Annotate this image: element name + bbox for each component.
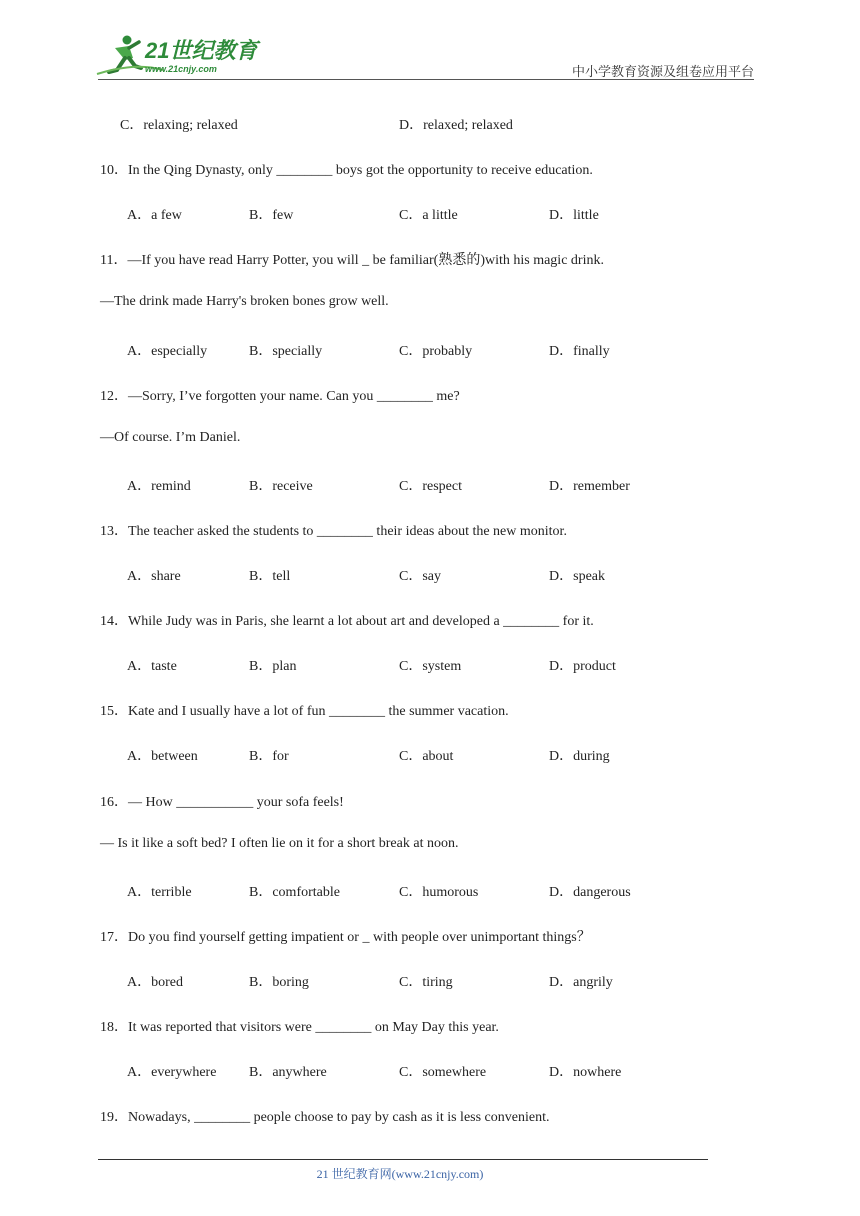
option-letter: C: [120, 118, 130, 133]
option-letter: B: [249, 1065, 259, 1081]
option-c[interactable]: [399, 340, 472, 360]
option-text: remember: [573, 478, 630, 494]
option-b[interactable]: [249, 881, 340, 901]
option-separator: ．: [137, 659, 152, 675]
question-text-line: 13．The teacher asked the students to ________ their ideas about the new monitor.: [100, 523, 567, 539]
option-text: relaxed; relaxed: [423, 118, 513, 133]
option-d[interactable]: [549, 881, 631, 901]
option-separator: ．: [559, 884, 574, 900]
option-text: specially: [272, 343, 323, 359]
question-text-line: 12．—Sorry, I’ve forgotten your name. Can you ________ me?: [100, 388, 460, 404]
option-letter: A: [127, 569, 138, 584]
question-text-line: —Of course. I’m Daniel.: [100, 429, 241, 445]
option-separator: ．: [408, 208, 423, 224]
option-separator: ．: [559, 974, 574, 990]
option-separator: ．: [559, 1065, 574, 1081]
option-a[interactable]: [127, 204, 182, 224]
option-text: a few: [151, 208, 182, 224]
option-letter: D: [549, 1065, 560, 1081]
option-letter: D: [549, 749, 560, 765]
option-letter: C: [399, 478, 409, 494]
21cnjy-logo: [95, 32, 265, 78]
option-letter: B: [249, 884, 259, 900]
option-letter: B: [249, 569, 259, 584]
option-separator: ．: [137, 569, 152, 584]
option-separator: ．: [258, 343, 273, 359]
question-text-line: 11．—If you have read Harry Potter, you will _ be familiar(熟悉的)with his magic drink.: [100, 253, 604, 269]
option-separator: ．: [559, 208, 574, 224]
option-text: respect: [422, 478, 462, 494]
option-c[interactable]: [399, 971, 453, 991]
option-text: dangerous: [573, 884, 631, 900]
option-separator: ．: [258, 749, 273, 765]
option-letter: B: [249, 974, 259, 990]
option-b[interactable]: [249, 1061, 327, 1081]
option-text: a little: [422, 208, 458, 224]
option-c[interactable]: [399, 881, 478, 901]
option-separator: ．: [408, 749, 423, 765]
option-text: everywhere: [151, 1065, 217, 1081]
option-letter: D: [549, 208, 560, 224]
option-text: angrily: [573, 974, 613, 990]
option-letter: B: [249, 478, 259, 494]
option-text: somewhere: [422, 1065, 487, 1081]
option-text: for: [272, 749, 289, 765]
option-text: humorous: [422, 884, 479, 900]
option-separator: ．: [408, 478, 423, 494]
option-c[interactable]: [399, 475, 462, 495]
option-b[interactable]: [249, 340, 322, 360]
option-text: system: [422, 659, 462, 675]
option-separator: ．: [137, 749, 152, 765]
option-text: especially: [151, 343, 208, 359]
option-text: during: [573, 749, 610, 765]
option-letter: A: [127, 343, 138, 359]
option-c[interactable]: [399, 1061, 486, 1081]
option-a[interactable]: [127, 475, 191, 495]
option-separator: ．: [408, 659, 423, 675]
option-letter: A: [127, 749, 138, 765]
option-separator: ．: [258, 478, 273, 494]
option-text: comfortable: [272, 884, 340, 900]
option-d[interactable]: [549, 745, 610, 765]
option-letter: D: [549, 659, 560, 675]
option-a[interactable]: [127, 745, 198, 765]
option-separator: ．: [559, 749, 574, 765]
option-text: finally: [573, 343, 610, 359]
option-d[interactable]: [549, 971, 613, 991]
question-text-line: 10．In the Qing Dynasty, only ________ boys got the opportunity to receive education.: [100, 163, 593, 179]
option-letter: D: [549, 569, 560, 584]
option-text: nowhere: [573, 1065, 622, 1081]
option-letter: B: [249, 659, 259, 675]
option-c[interactable]: [399, 655, 461, 675]
option-letter: A: [127, 659, 138, 675]
option-text: say: [422, 569, 442, 584]
option-b[interactable]: [249, 475, 313, 495]
option-separator: ．: [137, 974, 152, 990]
option-separator: ．: [258, 974, 273, 990]
option-separator: ．: [408, 884, 423, 900]
option-a[interactable]: [127, 340, 207, 360]
option-a[interactable]: [127, 565, 181, 585]
option-d[interactable]: [399, 114, 513, 134]
option-text: anywhere: [272, 1065, 327, 1081]
option-c[interactable]: [399, 745, 453, 765]
option-b[interactable]: [249, 745, 289, 765]
option-text: boring: [272, 974, 309, 990]
option-text: terrible: [151, 884, 192, 900]
option-letter: A: [127, 208, 138, 224]
option-letter: D: [549, 884, 560, 900]
option-text: probably: [422, 343, 473, 359]
footer-divider: [98, 1159, 708, 1160]
option-letter: D: [399, 118, 410, 133]
option-separator: ．: [408, 343, 423, 359]
platform-name: 中小学教育资源及组卷应用平台: [571, 64, 754, 79]
option-letter: C: [399, 884, 409, 900]
option-separator: ．: [137, 343, 152, 359]
option-b[interactable]: [249, 565, 290, 585]
option-text: remind: [151, 478, 191, 494]
option-c[interactable]: [399, 565, 441, 585]
option-separator: ．: [137, 884, 152, 900]
option-letter: C: [399, 749, 409, 765]
option-separator: ．: [137, 478, 152, 494]
svg-text:www.21cnjy.com: www.21cnjy.com: [145, 64, 217, 74]
option-text: few: [272, 208, 294, 224]
option-text: about: [422, 749, 454, 765]
option-letter: C: [399, 974, 409, 990]
option-c[interactable]: [399, 204, 458, 224]
option-text: tell: [272, 569, 291, 584]
option-text: bored: [151, 974, 184, 990]
option-separator: ．: [258, 208, 273, 224]
question-text-line: 16．— How ___________ your sofa feels!: [100, 794, 344, 810]
question-text-line: — Is it like a soft bed? I often lie on it for a short break at noon.: [100, 835, 459, 851]
option-text: taste: [151, 659, 177, 675]
option-separator: ．: [258, 659, 273, 675]
option-letter: D: [549, 478, 560, 494]
question-text-line: 15．Kate and I usually have a lot of fun ________ the summer vacation.: [100, 704, 509, 720]
option-letter: C: [399, 659, 409, 675]
question-text-line: 19．Nowadays, ________ people choose to pay by cash as it is less convenient.: [100, 1110, 550, 1126]
option-text: product: [573, 659, 616, 675]
option-separator: ．: [559, 478, 574, 494]
option-separator: ．: [408, 1065, 423, 1081]
option-d[interactable]: [549, 1061, 621, 1081]
option-letter: C: [399, 208, 409, 224]
option-a[interactable]: [127, 881, 192, 901]
option-separator: ．: [559, 343, 574, 359]
footer-text: 21 世纪教育网(www.21cnjy.com): [316, 1167, 484, 1181]
question-text-line: —The drink made Harry's broken bones grow well.: [100, 294, 389, 310]
option-separator: ．: [559, 659, 574, 675]
option-separator: ．: [409, 118, 424, 133]
option-text: receive: [272, 478, 313, 494]
option-text: between: [151, 749, 198, 765]
option-separator: ．: [137, 1065, 152, 1081]
page-header: [0, 0, 860, 80]
header-divider: [98, 79, 754, 80]
option-separator: ．: [258, 884, 273, 900]
option-separator: ．: [559, 569, 574, 584]
option-letter: C: [399, 1065, 409, 1081]
option-text: tiring: [422, 974, 453, 990]
option-d[interactable]: [549, 340, 610, 360]
option-c[interactable]: [120, 114, 238, 134]
option-letter: D: [549, 343, 560, 359]
option-text: speak: [573, 569, 606, 584]
question-text-line: 14．While Judy was in Paris, she learnt a lot about art and developed a ________ for it.: [100, 614, 594, 630]
option-b[interactable]: [249, 971, 309, 991]
option-text: share: [151, 569, 181, 584]
option-d[interactable]: [549, 204, 599, 224]
option-separator: ．: [408, 974, 423, 990]
option-separator: ．: [137, 208, 152, 224]
option-letter: C: [399, 569, 409, 584]
option-d[interactable]: [549, 565, 605, 585]
option-letter: A: [127, 478, 138, 494]
option-d[interactable]: [549, 475, 630, 495]
option-separator: ．: [258, 569, 273, 584]
option-letter: B: [249, 749, 259, 765]
option-letter: A: [127, 1065, 138, 1081]
option-separator: ．: [408, 569, 423, 584]
option-text: little: [573, 208, 599, 224]
option-separator: ．: [129, 118, 144, 133]
option-b[interactable]: [249, 655, 296, 675]
option-a[interactable]: [127, 971, 183, 991]
option-letter: A: [127, 884, 138, 900]
option-a[interactable]: [127, 655, 177, 675]
option-letter: B: [249, 343, 259, 359]
option-text: plan: [272, 659, 297, 675]
question-text-line: 18．It was reported that visitors were ________ on May Day this year.: [100, 1020, 499, 1035]
option-letter: B: [249, 208, 259, 224]
option-letter: A: [127, 974, 138, 990]
question-text-line: 17．Do you find yourself getting impatient or _ with people over unimportant things？: [100, 929, 591, 945]
option-d[interactable]: [549, 655, 616, 675]
option-separator: ．: [258, 1065, 273, 1081]
option-b[interactable]: [249, 204, 293, 224]
option-letter: D: [549, 974, 560, 990]
svg-text:21世纪教育: 21世纪教育: [145, 38, 258, 63]
option-a[interactable]: [127, 1061, 216, 1081]
page-footer: [0, 1165, 860, 1182]
option-letter: C: [399, 343, 409, 359]
option-text: relaxing; relaxed: [143, 118, 238, 133]
